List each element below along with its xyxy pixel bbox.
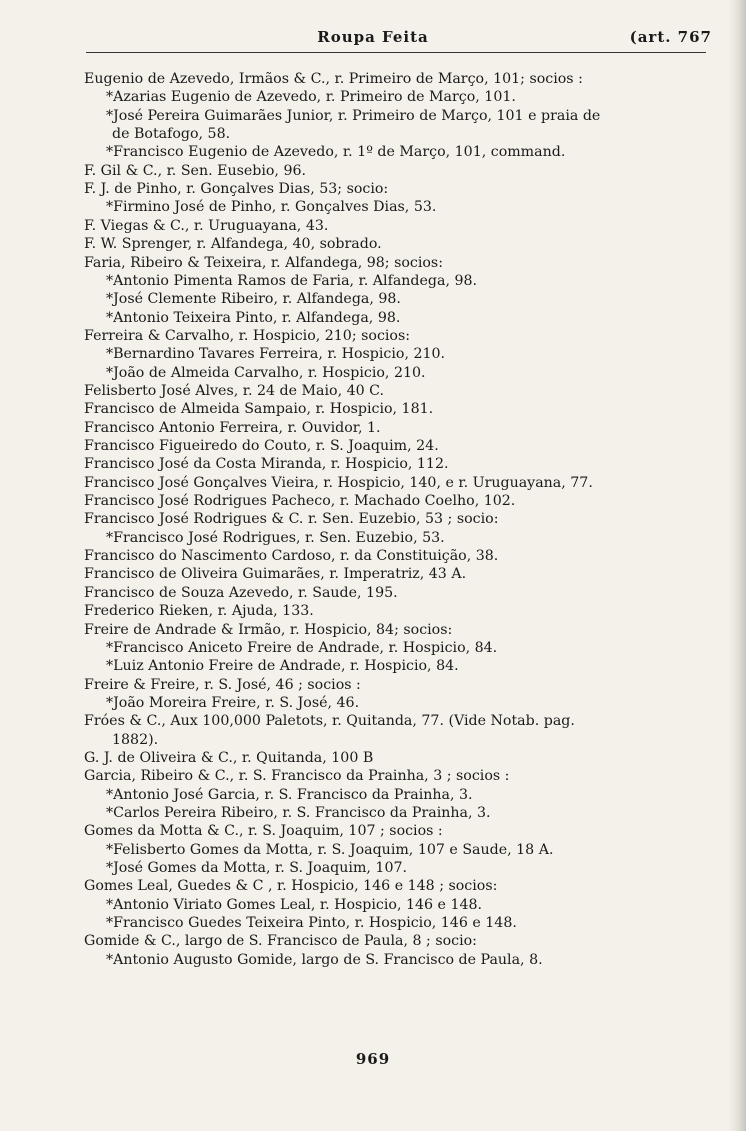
directory-entry: *Francisco Aniceto Freire de Andrade, r. Hospicio, 84. <box>106 639 498 656</box>
directory-entry: *Firmino José de Pinho, r. Gonçalves Dias, 53. <box>106 199 437 216</box>
directory-entry: Francisco Figueiredo do Couto, r. S. Joaquim, 24. <box>84 438 439 454</box>
running-header <box>0 28 746 52</box>
directory-entry: Francisco Antonio Ferreira, r. Ouvidor, 1. <box>84 419 381 436</box>
directory-entry: F. Gil & C., r. Sen. Eusebio, 96. <box>84 162 307 179</box>
page-edge-shadow <box>728 0 746 1131</box>
directory-entry: *Francisco Eugenio de Azevedo, r. 1º de Março, 101, command. <box>106 144 566 161</box>
directory-entry: Felisberto José Alves, r. 24 de Maio, 40 C. <box>84 382 385 399</box>
directory-entry: Francisco José Gonçalves Vieira, r. Hospicio, 140, e r. Uruguayana, 77. <box>84 474 593 491</box>
directory-entry: *João de Almeida Carvalho, r. Hospicio, 210. <box>106 364 426 381</box>
directory-entry: Francisco de Souza Azevedo, r. Saude, 195. <box>84 584 398 601</box>
directory-entry: Francisco José Rodrigues & C. r. Sen. Euzebio, 53 ; socio: <box>84 511 499 528</box>
directory-entry: F. Viegas & C., r. Uruguayana, 43. <box>84 217 329 234</box>
directory-entry: *Antonio Pimenta Ramos de Faria, r. Alfandega, 98. <box>106 272 478 289</box>
directory-entry: Francisco de Oliveira Guimarães, r. Imperatriz, 43 A. <box>84 566 467 583</box>
directory-entry: *Carlos Pereira Ribeiro, r. S. Francisco da Prainha, 3. <box>106 805 491 821</box>
directory-entry: Faria, Ribeiro & Teixeira, r. Alfandega, 98; socios: <box>84 254 443 271</box>
directory-entry: *Azarias Eugenio de Azevedo, r. Primeiro de Março, 101. <box>106 89 516 106</box>
directory-entry: de Botafogo, 58. <box>112 126 231 143</box>
directory-entry: *Francisco Guedes Teixeira Pinto, r. Hospicio, 146 e 148. <box>106 915 517 932</box>
directory-entry: Gomes Leal, Guedes & C , r. Hospicio, 146 e 148 ; socios: <box>84 878 498 895</box>
page-number: 969 <box>355 1050 391 1068</box>
directory-entry: *Bernardino Tavares Ferreira, r. Hospicio, 210. <box>106 346 446 363</box>
directory-entry: Francisco José da Costa Miranda, r. Hospicio, 112. <box>84 456 449 473</box>
article-number: (art. 767 <box>629 28 712 46</box>
directory-entry: *Antonio Augusto Gomide, largo de S. Francisco de Paula, 8. <box>106 951 543 968</box>
directory-entry: *José Gomes da Motta, r. S. Joaquim, 107. <box>106 860 408 877</box>
directory-entry: *Antonio Viriato Gomes Leal, r. Hospicio, 146 e 148. <box>106 896 483 913</box>
directory-entry: Ferreira & Carvalho, r. Hospicio, 210; socios: <box>84 327 411 344</box>
directory-entry: *Antonio José Garcia, r. S. Francisco da Prainha, 3. <box>106 786 473 803</box>
directory-entry: 1882). <box>112 731 159 748</box>
directory-entry: *Francisco José Rodrigues, r. Sen. Euzebio, 53. <box>106 529 445 546</box>
header-rule <box>86 52 706 53</box>
directory-entry: Freire de Andrade & Irmão, r. Hospicio, 84; socios: <box>84 621 453 638</box>
directory-entry: G. J. de Oliveira & C., r. Quitanda, 100 B <box>84 749 374 766</box>
directory-entry: Gomide & C., largo de S. Francisco de Paula, 8 ; socio: <box>84 933 477 950</box>
directory-entry: *José Clemente Ribeiro, r. Alfandega, 98. <box>106 291 401 308</box>
directory-entry: Frederico Rieken, r. Ajuda, 133. <box>84 603 314 620</box>
directory-entry: *Felisberto Gomes da Motta, r. S. Joaquim, 107 e Saude, 18 A. <box>106 841 554 858</box>
directory-entry: Fróes & C., Aux 100,000 Paletots, r. Quitanda, 77. (Vide Notab. pag. <box>84 713 575 730</box>
directory-entry: *Antonio Teixeira Pinto, r. Alfandega, 98. <box>106 309 401 326</box>
directory-entry: *Luiz Antonio Freire de Andrade, r. Hospicio, 84. <box>106 658 459 675</box>
directory-entry: F. J. de Pinho, r. Gonçalves Dias, 53; socio: <box>84 181 389 198</box>
directory-entry: Francisco do Nascimento Cardoso, r. da Constituição, 38. <box>84 548 499 565</box>
section-title: Roupa Feita <box>317 28 429 46</box>
directory-entry: Francisco de Almeida Sampaio, r. Hospicio, 181. <box>84 401 434 418</box>
directory-entry: *João Moreira Freire, r. S. José, 46. <box>106 694 360 711</box>
directory-entry: Eugenio de Azevedo, Irmãos & C., r. Primeiro de Março, 101; socios : <box>84 71 583 87</box>
directory-entry: Freire & Freire, r. S. José, 46 ; socios : <box>84 676 361 693</box>
directory-entry: Garcia, Ribeiro & C., r. S. Francisco da Prainha, 3 ; socios : <box>84 768 510 785</box>
directory-entry: F. W. Sprenger, r. Alfandega, 40, sobrado. <box>84 236 382 253</box>
directory-entry: *José Pereira Guimarães Junior, r. Primeiro de Março, 101 e praia de <box>106 107 601 124</box>
directory-entry: Gomes da Motta & C., r. S. Joaquim, 107 ; socios : <box>84 823 443 840</box>
directory-entry: Francisco José Rodrigues Pacheco, r. Machado Coelho, 102. <box>84 493 516 510</box>
